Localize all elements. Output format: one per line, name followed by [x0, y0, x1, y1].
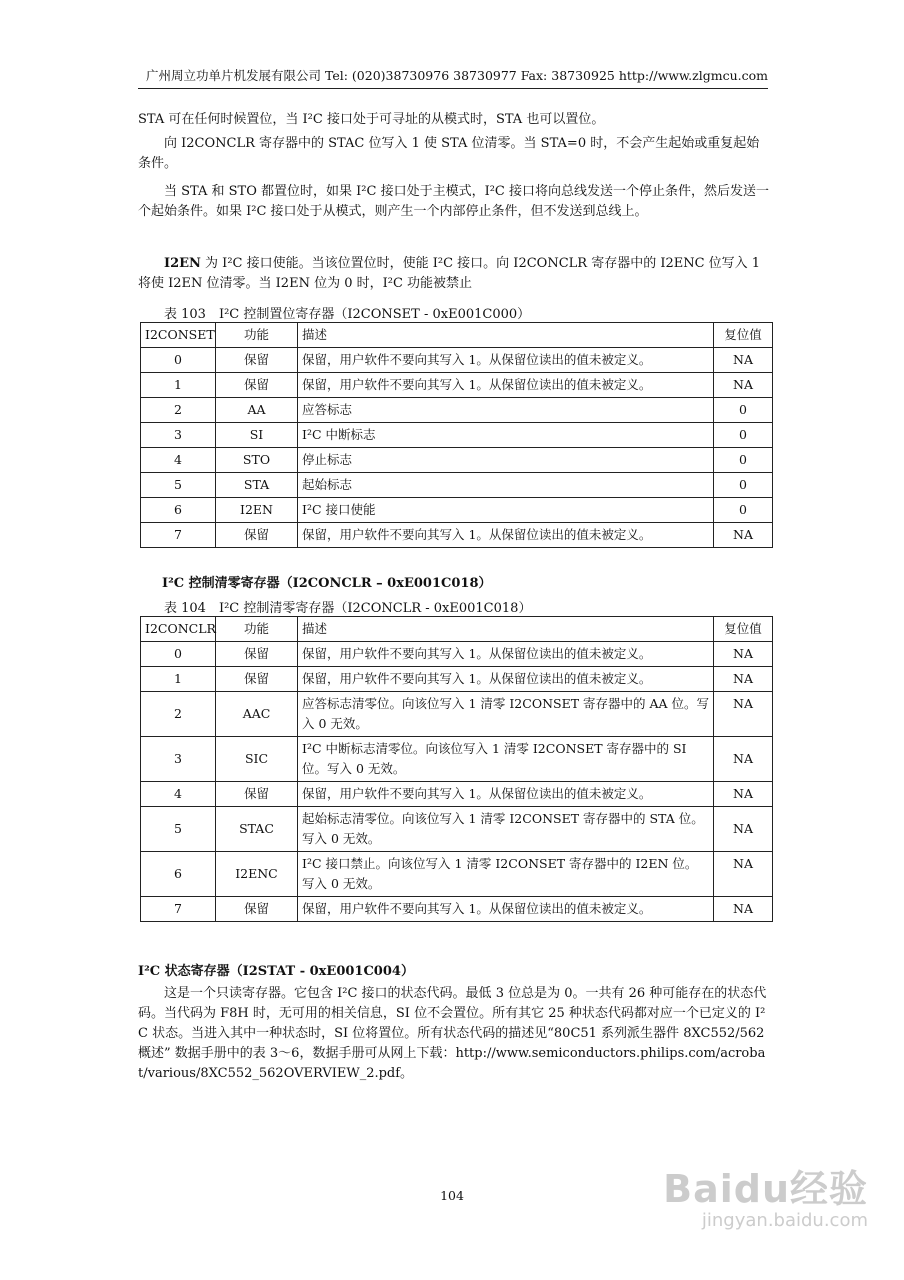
table-row: [141, 897, 773, 922]
section-heading-i2conclr: I²C 控制清零寄存器（I2CONCLR – 0xE001C018）: [162, 576, 492, 591]
cell-bit: 1: [141, 373, 216, 398]
cell-description: I²C 中断标志: [298, 423, 714, 448]
cell-reset: 0: [714, 398, 773, 423]
cell-reset: NA: [714, 373, 773, 398]
table-row: [141, 373, 773, 398]
table-row: [141, 737, 773, 782]
cell-reset: NA: [714, 852, 773, 897]
cell-reset: NA: [714, 523, 773, 548]
cell-reset: NA: [714, 807, 773, 852]
cell-function: 保留: [216, 782, 298, 807]
col-header-function: 功能: [216, 323, 298, 348]
cell-reset: NA: [714, 667, 773, 692]
cell-description: 保留，用户软件不要向其写入 1。从保留位读出的值未被定义。: [298, 523, 714, 548]
cell-description: 停止标志: [298, 448, 714, 473]
table-header-row: [141, 617, 773, 642]
cell-bit: 6: [141, 852, 216, 897]
cell-reset: 0: [714, 448, 773, 473]
table-row: [141, 448, 773, 473]
cell-reset: NA: [714, 642, 773, 667]
cell-function: I2ENC: [216, 852, 298, 897]
table-row: [141, 498, 773, 523]
table-row: [141, 398, 773, 423]
page-number: 104: [440, 1188, 464, 1203]
cell-bit: 0: [141, 642, 216, 667]
table-row: [141, 667, 773, 692]
paragraph-sta: STA 可在任何时候置位，当 I²C 接口处于可寻址的从模式时，STA 也可以置位。: [138, 112, 605, 127]
cell-function: 保留: [216, 373, 298, 398]
table-row: [141, 852, 773, 897]
cell-bit: 0: [141, 348, 216, 373]
cell-bit: 3: [141, 737, 216, 782]
table-row: [141, 348, 773, 373]
col-header-reset: 复位值: [714, 323, 773, 348]
i2conclr-table: [140, 616, 773, 922]
cell-description: 保留，用户软件不要向其写入 1。从保留位读出的值未被定义。: [298, 782, 714, 807]
cell-bit: 3: [141, 423, 216, 448]
cell-bit: 2: [141, 692, 216, 737]
cell-reset: NA: [714, 897, 773, 922]
cell-function: SI: [216, 423, 298, 448]
table-row: [141, 473, 773, 498]
cell-function: AA: [216, 398, 298, 423]
cell-reset: 0: [714, 473, 773, 498]
watermark-url: jingyan.baidu.com: [701, 1210, 868, 1231]
cell-description: 保留，用户软件不要向其写入 1。从保留位读出的值未被定义。: [298, 373, 714, 398]
table-row: [141, 642, 773, 667]
table-header-row: [141, 323, 773, 348]
cell-reset: NA: [714, 737, 773, 782]
cell-description: 起始标志: [298, 473, 714, 498]
cell-reset: NA: [714, 692, 773, 737]
cell-description: 保留，用户软件不要向其写入 1。从保留位读出的值未被定义。: [298, 897, 714, 922]
i2conset-table: [140, 322, 773, 548]
cell-bit: 7: [141, 523, 216, 548]
col-header-reset: 复位值: [714, 617, 773, 642]
paragraph-sta-sto: 当 STA 和 STO 都置位时，如果 I²C 接口处于主模式，I²C 接口将向总线发送一个停止条件，然后发送一个起始条件。如果 I²C 接口处于从模式，则产生一个内部停止条件，但不发送到总线上。: [138, 184, 770, 219]
cell-description: 应答标志清零位。向该位写入 1 清零 I2CONSET 寄存器中的 AA 位。写入 0 无效。: [298, 692, 714, 737]
baidu-watermark: [663, 1168, 868, 1232]
cell-reset: 0: [714, 498, 773, 523]
section-heading-i2stat: I²C 状态寄存器（I2STAT - 0xE001C004）: [138, 964, 414, 979]
table-row: [141, 523, 773, 548]
paragraph-stac: 向 I2CONCLR 寄存器中的 STAC 位写入 1 使 STA 位清零。当 STA=0 时，不会产生起始或重复起始条件。: [138, 136, 760, 171]
i2en-description: 为 I²C 接口使能。当该位置位时，使能 I²C 接口。向 I2CONCLR 寄存器中的 I2ENC 位写入 1 将使 I2EN 位清零。当 I2EN 位为 0 时，I²C 功能被禁止: [138, 256, 761, 291]
cell-function: STAC: [216, 807, 298, 852]
baidu-logo: Baidu经验: [663, 1167, 868, 1211]
paragraph-i2en: [138, 254, 770, 294]
cell-bit: 5: [141, 807, 216, 852]
paragraph-i2stat: 这是一个只读寄存器。它包含 I²C 接口的状态代码。最低 3 位总是为 0。一共有 26 种可能存在的状态代码。当代码为 F8H 时，无可用的相关信息，SI 位不会置位。所有其它 25 种状态代码都对应一个已定义的 I²C 状态。当进入其中一种状态时，SI 位将置位。所有状态代码的描述见“80C51 系列派生器件 8XC552/562 概述” 数据手册中的表 3～6，数据手册可从网上下载：http://www.semiconductors.philips.com/acrobat/various/8XC552_562OVERVIEW_2.pdf。: [138, 986, 767, 1081]
cell-function: 保留: [216, 897, 298, 922]
col-header-bit: I2CONSET: [141, 323, 216, 348]
table-103-caption: 表 103 I²C 控制置位寄存器（I2CONSET - 0xE001C000）: [164, 307, 531, 322]
cell-function: I2EN: [216, 498, 298, 523]
table-row: [141, 807, 773, 852]
cell-description: 保留，用户软件不要向其写入 1。从保留位读出的值未被定义。: [298, 642, 714, 667]
cell-description: I²C 接口禁止。向该位写入 1 清零 I2CONSET 寄存器中的 I2EN 位。写入 0 无效。: [298, 852, 714, 897]
cell-function: STO: [216, 448, 298, 473]
cell-bit: 6: [141, 498, 216, 523]
cell-description: I²C 中断标志清零位。向该位写入 1 清零 I2CONSET 寄存器中的 SI 位。写入 0 无效。: [298, 737, 714, 782]
col-header-bit: I2CONCLR: [141, 617, 216, 642]
cell-function: STA: [216, 473, 298, 498]
i2en-term: I2EN: [164, 256, 201, 271]
cell-description: 起始标志清零位。向该位写入 1 清零 I2CONSET 寄存器中的 STA 位。写入 0 无效。: [298, 807, 714, 852]
cell-bit: 1: [141, 667, 216, 692]
cell-description: 保留，用户软件不要向其写入 1。从保留位读出的值未被定义。: [298, 667, 714, 692]
cell-bit: 2: [141, 398, 216, 423]
cell-bit: 7: [141, 897, 216, 922]
col-header-description: 描述: [298, 323, 714, 348]
cell-bit: 4: [141, 782, 216, 807]
cell-function: AAC: [216, 692, 298, 737]
cell-description: 保留，用户软件不要向其写入 1。从保留位读出的值未被定义。: [298, 348, 714, 373]
cell-function: 保留: [216, 642, 298, 667]
cell-bit: 4: [141, 448, 216, 473]
col-header-description: 描述: [298, 617, 714, 642]
cell-bit: 5: [141, 473, 216, 498]
cell-function: 保留: [216, 348, 298, 373]
cell-function: 保留: [216, 523, 298, 548]
table-row: [141, 782, 773, 807]
cell-function: SIC: [216, 737, 298, 782]
cell-description: I²C 接口使能: [298, 498, 714, 523]
page-header: 广州周立功单片机发展有限公司 Tel: (020)38730976 38730977 Fax: 38730925 http://www.zlgmcu.com: [138, 66, 768, 89]
table-104-caption: 表 104 I²C 控制清零寄存器（I2CONCLR - 0xE001C018）: [164, 601, 532, 616]
table-row: [141, 692, 773, 737]
cell-reset: NA: [714, 782, 773, 807]
col-header-function: 功能: [216, 617, 298, 642]
cell-reset: NA: [714, 348, 773, 373]
cell-function: 保留: [216, 667, 298, 692]
table-row: [141, 423, 773, 448]
cell-description: 应答标志: [298, 398, 714, 423]
cell-reset: 0: [714, 423, 773, 448]
